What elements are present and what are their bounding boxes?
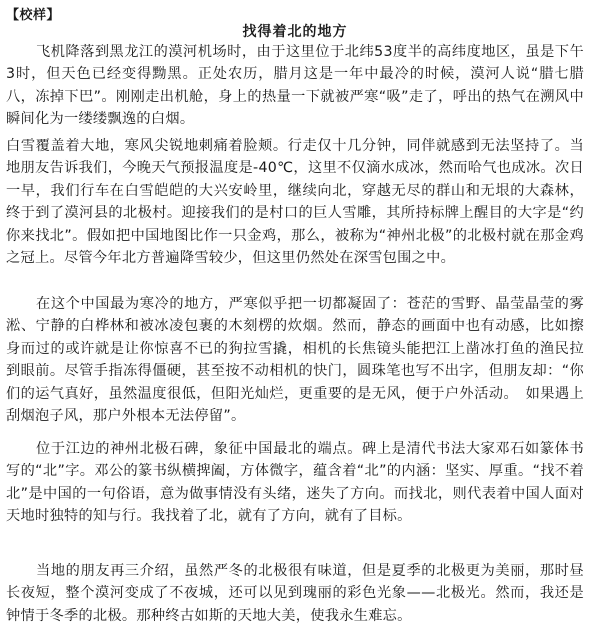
paragraph: 位于江边的神州北极石碑，象征中国最北的端点。碑上是清代书法大家邓石如篆体书写的“北”字。邓公的篆书纵横捭阖，方体微字，蕴含着“北”的内涵：坚实、厚重。“找不着北”是中国的一句俗语，意为做事情没有头绪，迷失了方向。而找北，则代表着中国人面对天地时独特的知与行。我找着了北，就有了方向，就有了目标。 [6,441,584,525]
paragraph: 飞机降落到黑龙江的漠河机场时，由于这里位于北纬53度半的高纬度地区，虽是下午3时，但天色已经变得黝黑。正处农历，腊月这是一年中最冷的时候，漠河人说“腊七腊八，冻掉下巴”。刚刚走出机舱，身上的热量一下就被严寒“吸”走了，呼出的热气在溯风中瞬间化为一缕缕飘逸的白烟。 [6,44,584,128]
paragraph: 在这个中国最为寒冷的地方，严寒似乎把一切都凝固了：苍茫的雪野、晶莹晶莹的雾淞、宁静的白桦林和被冰凌包裹的木刻楞的炊烟。然而，静态的画面中也有动感，比如擦身而过的或许就是让你惊喜不已的狗拉雪撬，相机的长焦镜头能把江上凿冰打鱼的渔民拉到眼前。尽管手指冻得僵硬，甚至按不动相机的快门，圆珠笔也写不出字，但朋友却：“你们的运气真好，虽然温度很低，但阳光灿烂，更重要的是无风，便于户外活动。 如果遇上刮烟泡子风，那户外根本无法停留”。 [6,296,584,425]
proof-tag: 【校样】 [6,8,61,23]
article-title: 找得着北的地方 [242,24,348,40]
paragraph: 白雪覆盖着大地，寒风尖锐地刺痛着脸颊。行走仅十几分钟，同伴就感到无法坚持了。当地朋友告诉我们，今晚天气预报温度是-40℃，这里不仅滴水成冰，然而哈气也成冰。次日一早，我们行车在白雪皑皑的大兴安岭里，继续向北，穿越无尽的群山和无垠的大森林，终于到了漠河县的北极村。迎接我们的是村口的巨人雪雕，其所持标牌上醒目的大字是“约你来找北”。假如把中国地图比作一只金鸡，那么，被称为“神州北极”的北极村就在那金鸡之冠上。尽管今年北方普遍降雪较少，但这里仍然处在深雪包围之中。 [6,138,584,267]
paragraph: 当地的朋友再三介绍，虽然严冬的北极很有味道，但是夏季的北极更为美丽，那时昼长夜短，整个漠河变成了不夜城，还可以见到瑰丽的彩色光象——北极光。然而，我还是钟情于冬季的北极。那种终古如斯的天地大美，使我永生难忘。 [6,563,584,624]
